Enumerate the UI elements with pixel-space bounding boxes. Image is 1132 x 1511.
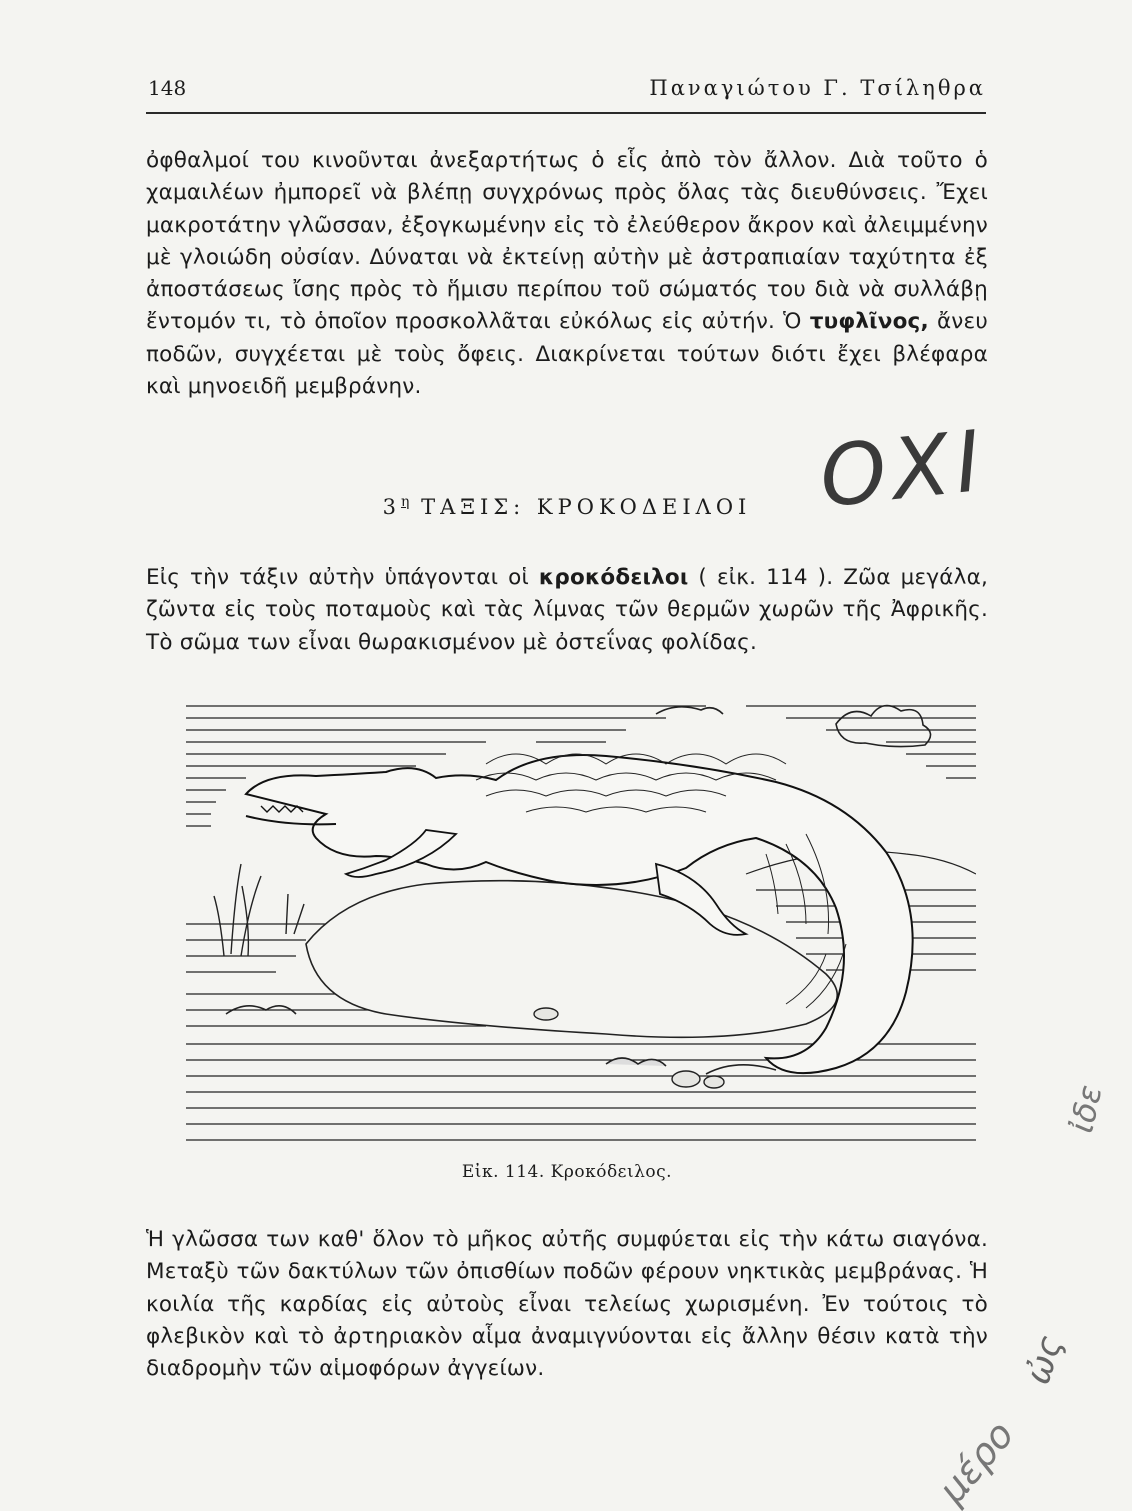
section-title: ΤΑΞΙΣ: ΚΡΟΚΟΔΕΙΛΟΙ: [421, 495, 752, 519]
term-krokodeiloi: κροκόδειλοι: [538, 565, 689, 590]
figure-caption: Εἰκ. 114. Κροκόδειλος.: [461, 1162, 673, 1182]
bank: [226, 881, 837, 1074]
handwritten-margin-note-2: ὠς: [1017, 1330, 1071, 1390]
handwritten-note: ΟΧΙ: [815, 411, 992, 527]
paragraph-text-after: ( εἰκ. 114 ). Ζῶα μεγάλα, ζῶντα εἰς τοὺς ποταμοὺς καὶ τὰς λίμνας τῶν θερμῶν χωρῶν τῆς Ἀφρικῆς. Τὸ σῶμα των εἶναι θωρακισμένον μὲ ὀστεΐνας φολίδας.: [146, 565, 988, 655]
section-ordinal: η: [401, 494, 410, 510]
section-number: 3: [382, 495, 402, 519]
paragraph-chameleon: [146, 145, 988, 403]
paragraph-crocodile-anatomy: Ἡ γλῶσσα των καθ' ὅλον τὸ μῆκος αὐτῆς συμφύεται εἰς τὴν κάτω σιαγόνα. Μεταξὺ τῶν δακτύλων τῶν ὀπισθίων ποδῶν φέρουν νηκτικὰς μεμβράνας. Ἡ κοιλία τῆς καρδίας εἰς αὐτοὺς εἶναι τελείως χωρισμένη. Ἐν τούτοις τὸ φλεβικὸν καὶ τὸ ἀρτηριακὸν αἷμα ἀναμιγνύονται εἰς ἄλλην θέσιν κατὰ τὴν διαδρομὴν τῶν αἱμοφόρων ἀγγείων.: [146, 1227, 988, 1382]
page-number: 148: [148, 76, 187, 100]
paragraph-crocodiles: [146, 562, 988, 659]
running-title: Παναγιώτου Γ. Τσίληθρα: [649, 76, 986, 100]
paragraph-text: ὀφθαλμοί του κινοῦνται ἀνεξαρτήτως ὁ εἷς ἀπὸ τὸν ἄλλον. Διὰ τοῦτο ὁ χαμαιλέων ἠμπορεῖ νὰ βλέπῃ συγχρόνως πρὸς ὅλας τὰς διευθύνσεις. Ἔχει μακροτάτην γλῶσσαν, ἐξογκωμένην εἰς τὸ ἐλεύθερον ἄκρον καὶ ἀλειμμένην μὲ γλοιώδη οὐσίαν. Δύναται νὰ ἐκτείνῃ αὐτὴν μὲ ἀστραπιαίαν ταχύτητα ἐξ ἀποστάσεως ἴσης πρὸς τὸ ἥμισυ περίπου τοῦ σώματός του διὰ νὰ συλλάβῃ ἔντομόν τι, τὸ ὁποῖον προσκολλᾶται εὐκόλως εἰς αὐτήν.: [146, 148, 988, 335]
cloud: [656, 706, 931, 747]
crocodile-illustration: [186, 694, 976, 1144]
header-rule: [146, 112, 986, 114]
term-tyflinos: τυφλῖνος,: [809, 309, 929, 335]
tail-rest: ἄνευ ποδῶν, συγχέεται μὲ τοὺς ὄφεις. Διακρίνεται τούτων διότι ἔχει βλέφαρα καὶ μηνοειδῆ μεμβράνην.: [146, 309, 988, 400]
handwritten-margin-note-1: ἰδε: [1062, 1081, 1110, 1137]
page-header: [148, 76, 986, 108]
handwritten-margin-note-3: μέρο: [929, 1412, 1023, 1511]
reeds: [214, 864, 304, 956]
paragraph-text-before: Εἰς τὴν τάξιν αὐτὴν ὑπάγονται οἱ: [146, 565, 529, 590]
tail-lead: Ὁ: [783, 309, 802, 335]
